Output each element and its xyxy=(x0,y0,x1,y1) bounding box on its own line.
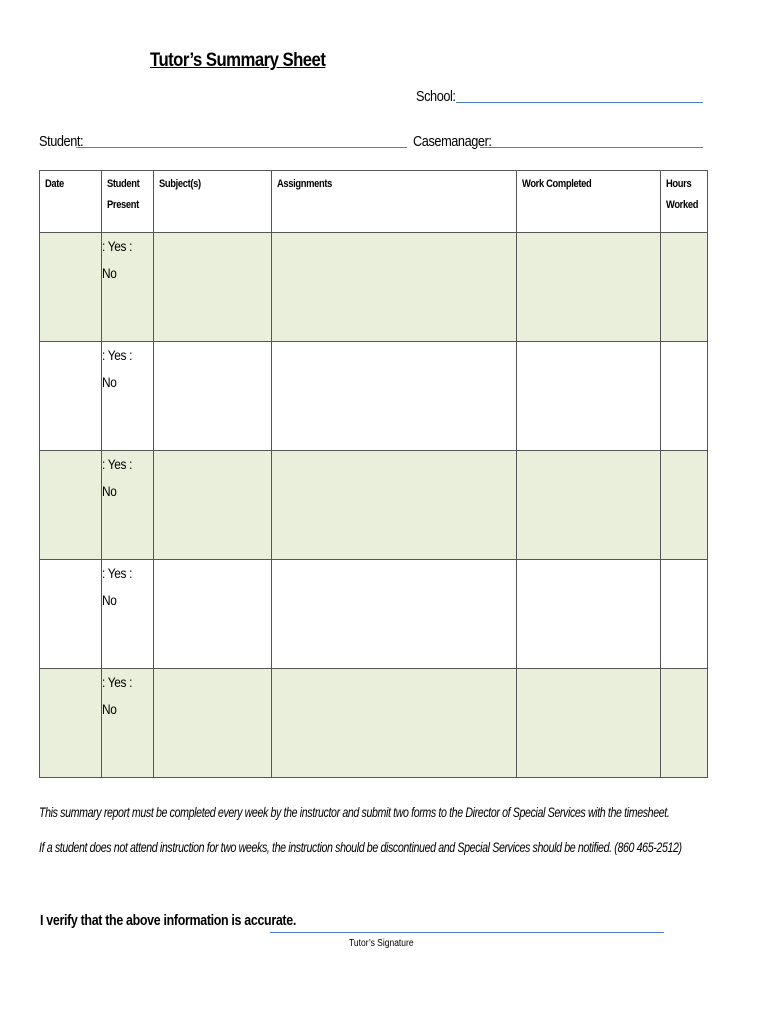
instruction-note-weekly: This summary report must be completed every week by the instructor and submit two forms to the Director of Special Services with the timesheet. xyxy=(39,804,670,820)
subjects-cell[interactable] xyxy=(154,233,272,342)
yes-option[interactable]: : Yes : xyxy=(102,238,133,254)
work-completed-cell[interactable] xyxy=(517,451,661,560)
subjects-cell[interactable] xyxy=(154,342,272,451)
work-completed-cell[interactable] xyxy=(517,669,661,778)
header-date: Date xyxy=(40,171,102,233)
assignments-cell[interactable] xyxy=(272,233,517,342)
casemanager-label: Casemanager: xyxy=(413,133,492,150)
date-cell[interactable] xyxy=(40,669,102,778)
no-option[interactable]: No xyxy=(102,592,117,608)
assignments-cell[interactable] xyxy=(272,669,517,778)
header-work-completed: Work Completed xyxy=(517,171,661,233)
no-option[interactable]: No xyxy=(102,483,117,499)
work-completed-cell[interactable] xyxy=(517,342,661,451)
no-option[interactable]: No xyxy=(102,701,117,717)
hours-worked-cell[interactable] xyxy=(661,560,708,669)
work-completed-cell[interactable] xyxy=(517,560,661,669)
no-option[interactable]: No xyxy=(102,265,117,281)
header-hours-worked: Hours Worked xyxy=(661,171,708,233)
subjects-cell[interactable] xyxy=(154,669,272,778)
assignments-cell[interactable] xyxy=(272,560,517,669)
date-cell[interactable] xyxy=(40,560,102,669)
yes-option[interactable]: : Yes : xyxy=(102,456,133,472)
hours-worked-cell[interactable] xyxy=(661,669,708,778)
yes-option[interactable]: : Yes : xyxy=(102,674,133,690)
page-title: Tutor’s Summary Sheet xyxy=(150,50,326,71)
date-cell[interactable] xyxy=(40,233,102,342)
student-present-cell[interactable] xyxy=(102,669,154,778)
yes-option[interactable]: : Yes : xyxy=(102,347,133,363)
hours-worked-cell[interactable] xyxy=(661,233,708,342)
work-completed-cell[interactable] xyxy=(517,233,661,342)
header-assignments: Assignments xyxy=(272,171,517,233)
assignments-cell[interactable] xyxy=(272,451,517,560)
student-field[interactable] xyxy=(76,147,407,148)
header-student-present: Student Present xyxy=(102,171,154,233)
student-label: Student: xyxy=(39,133,84,150)
table-row xyxy=(40,451,708,560)
table-row xyxy=(40,669,708,778)
signature-caption: Tutor’s Signature xyxy=(349,938,414,949)
school-field[interactable] xyxy=(456,102,703,103)
subjects-cell[interactable] xyxy=(154,451,272,560)
student-present-cell[interactable] xyxy=(102,342,154,451)
student-present-cell[interactable] xyxy=(102,233,154,342)
signature-field[interactable] xyxy=(270,932,664,933)
header-subjects: Subject(s) xyxy=(154,171,272,233)
student-present-cell[interactable] xyxy=(102,451,154,560)
assignments-cell[interactable] xyxy=(272,342,517,451)
table-row xyxy=(40,560,708,669)
table-row xyxy=(40,342,708,451)
table-row xyxy=(40,233,708,342)
casemanager-field[interactable] xyxy=(480,147,703,148)
yes-option[interactable]: : Yes : xyxy=(102,565,133,581)
table-header-row xyxy=(40,171,708,233)
verify-statement: I verify that the above information is accurate. xyxy=(40,912,296,929)
subjects-cell[interactable] xyxy=(154,560,272,669)
school-label: School: xyxy=(416,88,456,105)
instruction-note-attendance: If a student does not attend instruction for two weeks, the instruction should be discontinued and Special Services should be notified. (860 465-2512) xyxy=(39,839,682,855)
date-cell[interactable] xyxy=(40,342,102,451)
date-cell[interactable] xyxy=(40,451,102,560)
no-option[interactable]: No xyxy=(102,374,117,390)
student-present-cell[interactable] xyxy=(102,560,154,669)
summary-table xyxy=(39,170,708,778)
hours-worked-cell[interactable] xyxy=(661,342,708,451)
hours-worked-cell[interactable] xyxy=(661,451,708,560)
